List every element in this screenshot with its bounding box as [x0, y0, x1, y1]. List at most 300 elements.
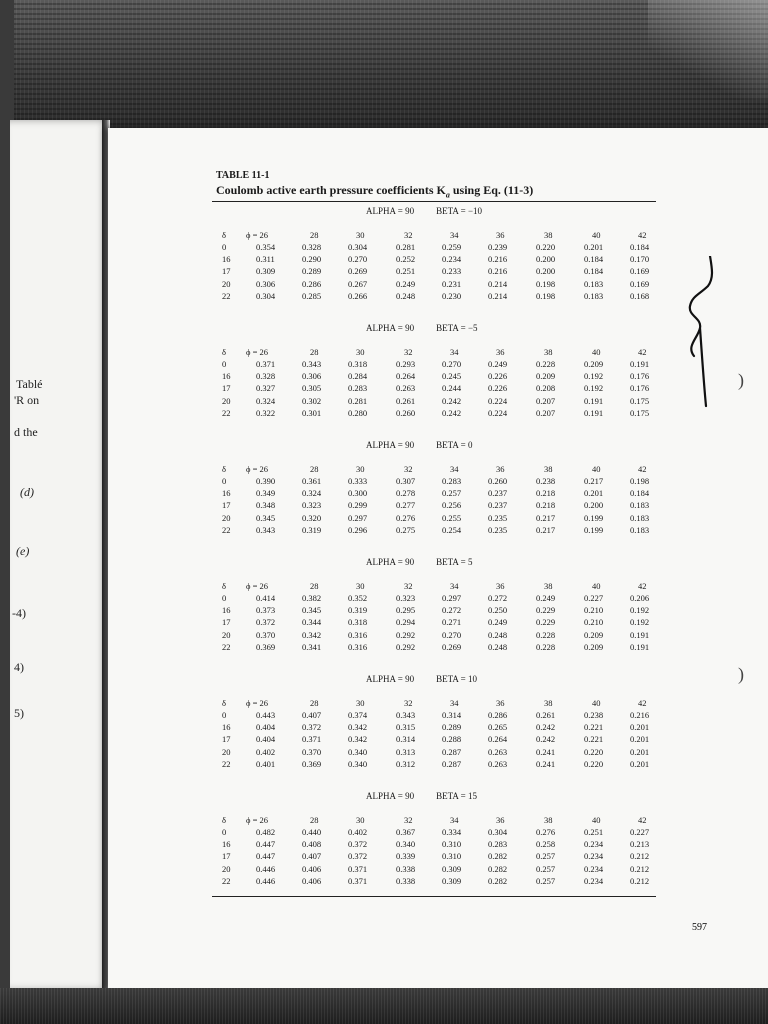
coefficient-cell: 0.343	[256, 524, 276, 535]
book-page	[108, 128, 768, 990]
table-number: TABLE 11-1	[216, 170, 270, 181]
delta-cell: 20	[222, 278, 231, 289]
coefficient-cell: 0.414	[256, 593, 276, 603]
delta-cell: 16	[222, 722, 231, 733]
phi-column-header: 42	[638, 581, 647, 591]
coefficient-cell: 0.234	[584, 851, 604, 862]
coefficient-cell: 0.227	[584, 593, 604, 603]
coefficient-cell: 0.184	[584, 266, 604, 277]
alpha-label: ALPHA = 90	[366, 323, 415, 333]
coefficient-cell: 0.266	[348, 290, 368, 301]
coefficient-cell: 0.319	[302, 524, 322, 535]
coefficient-cell: 0.263	[488, 758, 508, 769]
coefficient-cell: 0.226	[488, 371, 508, 382]
phi-column-label: ϕ = 26	[246, 698, 269, 708]
coefficient-cell: 0.371	[256, 359, 276, 369]
coefficient-cell: 0.316	[348, 641, 368, 652]
coefficient-cell: 0.339	[396, 851, 416, 862]
coefficient-cell: 0.209	[584, 641, 604, 652]
phi-column-label: ϕ = 26	[246, 464, 269, 474]
phi-column-header: 30	[356, 698, 365, 708]
coefficient-cell: 0.299	[348, 500, 368, 511]
coefficient-cell: 0.237	[488, 488, 508, 499]
coefficient-cell: 0.242	[442, 395, 462, 406]
coefficient-cell: 0.220	[584, 746, 604, 757]
coefficient-cell: 0.192	[584, 383, 604, 394]
phi-column-header: 32	[404, 581, 413, 591]
coefficient-cell: 0.482	[256, 827, 276, 837]
coefficient-cell: 0.251	[396, 266, 416, 277]
coefficient-cell: 0.201	[630, 722, 650, 733]
phi-column-header: 28	[310, 815, 319, 825]
coefficient-cell: 0.255	[442, 512, 462, 523]
coefficient-cell: 0.301	[302, 407, 322, 418]
coefficient-cell: 0.210	[584, 617, 604, 628]
coefficient-cell: 0.184	[584, 254, 604, 265]
column-header-row	[216, 347, 656, 359]
delta-cell: 22	[222, 758, 231, 769]
coefficient-cell: 0.309	[442, 875, 462, 886]
caption-main: Coulomb active earth pressure coefficients K	[216, 183, 446, 197]
coefficient-cell: 0.316	[348, 629, 368, 640]
left-page-fragment: Tablé	[16, 377, 43, 391]
phi-column-header: 38	[544, 230, 553, 240]
coefficient-cell: 0.290	[302, 254, 322, 265]
coefficient-cell: 0.342	[348, 734, 368, 745]
phi-column-header: 42	[638, 464, 647, 474]
phi-column-header: 38	[544, 698, 553, 708]
coefficient-cell: 0.271	[442, 617, 462, 628]
phi-column-header: 34	[450, 347, 459, 357]
coefficient-cell: 0.287	[442, 758, 462, 769]
coefficient-cell: 0.327	[256, 383, 276, 394]
coefficient-cell: 0.235	[488, 512, 508, 523]
coefficient-cell: 0.212	[630, 863, 650, 874]
coefficient-cell: 0.183	[584, 278, 604, 289]
coefficient-cell: 0.310	[442, 851, 462, 862]
coefficient-cell: 0.304	[256, 290, 276, 301]
table-row	[216, 513, 656, 525]
coefficient-cell: 0.305	[302, 383, 322, 394]
coefficient-cell: 0.304	[348, 242, 368, 252]
column-header-row	[216, 581, 656, 593]
coefficient-cell: 0.306	[302, 371, 322, 382]
table-row	[216, 759, 656, 771]
coefficient-cell: 0.334	[442, 827, 462, 837]
coefficient-cell: 0.231	[442, 278, 462, 289]
coefficient-cell: 0.343	[302, 359, 322, 369]
phi-column-header: 28	[310, 347, 319, 357]
coefficient-cell: 0.259	[442, 242, 462, 252]
coefficient-cell: 0.260	[396, 407, 416, 418]
coefficient-cell: 0.370	[302, 746, 322, 757]
table-row	[216, 254, 656, 266]
coefficient-cell: 0.234	[442, 254, 462, 265]
coefficient-cell: 0.311	[256, 254, 275, 265]
table-row	[216, 722, 656, 734]
table-row	[216, 371, 656, 383]
coefficient-cell: 0.191	[630, 629, 650, 640]
coefficient-cell: 0.217	[584, 476, 604, 486]
column-header-row	[216, 698, 656, 710]
coefficient-cell: 0.323	[302, 500, 322, 511]
coefficient-cell: 0.328	[302, 242, 322, 252]
coefficient-cell: 0.226	[488, 383, 508, 394]
coefficient-cell: 0.263	[396, 383, 416, 394]
delta-cell: 0	[222, 593, 227, 603]
coefficient-cell: 0.200	[584, 500, 604, 511]
phi-column-header: 38	[544, 464, 553, 474]
coefficient-cell: 0.371	[348, 875, 368, 886]
table-row	[216, 747, 656, 759]
coefficient-cell: 0.406	[302, 875, 322, 886]
coefficient-cell: 0.369	[256, 641, 276, 652]
coefficient-cell: 0.201	[630, 734, 650, 745]
coefficient-cell: 0.370	[256, 629, 276, 640]
coefficient-cell: 0.333	[348, 476, 368, 486]
table-bottom-rule	[212, 896, 656, 897]
section-header	[366, 557, 472, 567]
table-row	[216, 630, 656, 642]
coefficient-cell: 0.402	[348, 827, 368, 837]
phi-column-header: 40	[592, 815, 601, 825]
coefficient-cell: 0.212	[630, 875, 650, 886]
coefficient-cell: 0.341	[302, 641, 322, 652]
alpha-label: ALPHA = 90	[366, 791, 415, 801]
coefficient-cell: 0.175	[630, 407, 650, 418]
coefficient-cell: 0.230	[442, 290, 462, 301]
coefficient-cell: 0.234	[584, 839, 604, 850]
coefficient-cell: 0.345	[256, 512, 276, 523]
phi-column-header: 36	[496, 230, 505, 240]
coefficient-cell: 0.289	[442, 722, 462, 733]
coefficient-cell: 0.183	[630, 524, 650, 535]
phi-column-label: ϕ = 26	[246, 347, 269, 357]
margin-bracket: )	[738, 664, 744, 684]
coefficient-cell: 0.275	[396, 524, 416, 535]
phi-column-header: 28	[310, 464, 319, 474]
phi-column-header: 42	[638, 698, 647, 708]
coefficient-cell: 0.261	[396, 395, 416, 406]
section-header	[366, 791, 477, 801]
coefficient-cell: 0.348	[256, 500, 276, 511]
coefficient-cell: 0.315	[396, 722, 416, 733]
delta-cell: 0	[222, 827, 227, 837]
coefficient-cell: 0.257	[442, 488, 462, 499]
coefficient-cell: 0.297	[348, 512, 368, 523]
delta-cell: 16	[222, 371, 231, 382]
coefficient-cell: 0.249	[488, 359, 508, 369]
coefficient-cell: 0.345	[302, 605, 322, 616]
coefficient-cell: 0.192	[630, 605, 650, 616]
coefficient-cell: 0.289	[302, 266, 322, 277]
table-row	[216, 408, 656, 420]
table-row	[216, 642, 656, 654]
coefficient-cell: 0.249	[396, 278, 416, 289]
table-row	[216, 864, 656, 876]
coefficient-cell: 0.446	[256, 875, 276, 886]
coefficient-cell: 0.224	[488, 407, 508, 418]
table-row	[216, 476, 656, 488]
coefficient-cell: 0.342	[348, 722, 368, 733]
coefficient-cell: 0.293	[396, 359, 416, 369]
coefficient-cell: 0.318	[348, 359, 368, 369]
coefficient-cell: 0.220	[584, 758, 604, 769]
left-page-fragment: -4)	[12, 606, 26, 620]
coefficient-cell: 0.402	[256, 746, 276, 757]
coefficient-cell: 0.283	[348, 383, 368, 394]
coefficient-cell: 0.209	[584, 629, 604, 640]
coefficient-cell: 0.256	[442, 500, 462, 511]
coefficient-cell: 0.314	[442, 710, 462, 720]
table-row	[216, 617, 656, 629]
coefficient-cell: 0.248	[396, 290, 416, 301]
coefficient-cell: 0.184	[630, 488, 650, 499]
phi-column-header: 32	[404, 815, 413, 825]
table-row	[216, 734, 656, 746]
coefficient-cell: 0.258	[536, 839, 556, 850]
delta-cell: 0	[222, 710, 227, 720]
coefficient-cell: 0.288	[442, 734, 462, 745]
table-row	[216, 876, 656, 888]
coefficient-cell: 0.280	[348, 407, 368, 418]
coefficient-cell: 0.313	[396, 746, 416, 757]
coefficient-cell: 0.228	[536, 629, 556, 640]
coefficient-cell: 0.257	[536, 851, 556, 862]
delta-cell: 17	[222, 617, 231, 628]
alpha-label: ALPHA = 90	[366, 674, 415, 684]
coefficient-cell: 0.286	[302, 278, 322, 289]
coefficient-cell: 0.349	[256, 488, 276, 499]
alpha-label: ALPHA = 90	[366, 206, 415, 216]
phi-column-label: ϕ = 26	[246, 230, 269, 240]
alpha-label: ALPHA = 90	[366, 440, 415, 450]
phi-column-header: 34	[450, 230, 459, 240]
coefficient-cell: 0.309	[256, 266, 276, 277]
coefficient-cell: 0.338	[396, 863, 416, 874]
table-row	[216, 266, 656, 278]
delta-cell: 0	[222, 242, 227, 252]
coefficient-cell: 0.251	[584, 827, 604, 837]
table-row	[216, 827, 656, 839]
coefficient-cell: 0.296	[348, 524, 368, 535]
table-row	[216, 396, 656, 408]
coefficient-cell: 0.278	[396, 488, 416, 499]
coefficient-cell: 0.238	[536, 476, 556, 486]
coefficient-cell: 0.292	[396, 641, 416, 652]
coefficient-cell: 0.169	[630, 278, 650, 289]
coefficient-cell: 0.206	[630, 593, 650, 603]
beta-label: BETA = 10	[436, 674, 477, 684]
beta-label: BETA = 0	[436, 440, 473, 450]
phi-column-header: 38	[544, 347, 553, 357]
phi-column-header: 32	[404, 347, 413, 357]
coefficient-cell: 0.175	[630, 395, 650, 406]
delta-cell: 20	[222, 746, 231, 757]
phi-column-header: 36	[496, 698, 505, 708]
delta-column-label: δ	[222, 698, 227, 708]
phi-column-label: ϕ = 26	[246, 581, 269, 591]
coefficient-cell: 0.371	[302, 734, 322, 745]
coefficient-cell: 0.264	[488, 734, 508, 745]
coefficient-cell: 0.297	[442, 593, 462, 603]
coefficient-cell: 0.282	[488, 863, 508, 874]
column-header-row	[216, 815, 656, 827]
delta-cell: 17	[222, 266, 231, 277]
margin-bracket: )	[738, 370, 744, 390]
beta-label: BETA = −5	[436, 323, 478, 333]
delta-cell: 0	[222, 476, 227, 486]
coefficient-cell: 0.283	[488, 839, 508, 850]
coefficient-cell: 0.183	[630, 500, 650, 511]
alpha-label: ALPHA = 90	[366, 557, 415, 567]
scanner-bottom-edge	[0, 988, 768, 1024]
coefficient-cell: 0.227	[630, 827, 650, 837]
delta-cell: 0	[222, 359, 227, 369]
coefficient-cell: 0.340	[348, 746, 368, 757]
coefficient-cell: 0.281	[396, 242, 416, 252]
coefficient-cell: 0.212	[630, 851, 650, 862]
delta-cell: 16	[222, 839, 231, 850]
delta-cell: 16	[222, 605, 231, 616]
coefficient-cell: 0.200	[536, 254, 556, 265]
coefficient-cell: 0.408	[302, 839, 322, 850]
coefficient-cell: 0.229	[536, 617, 556, 628]
coefficient-cell: 0.233	[442, 266, 462, 277]
phi-column-header: 38	[544, 581, 553, 591]
table-row	[216, 525, 656, 537]
coefficient-cell: 0.228	[536, 359, 556, 369]
coefficient-cell: 0.324	[256, 395, 276, 406]
phi-column-header: 40	[592, 698, 601, 708]
phi-column-header: 42	[638, 230, 647, 240]
coefficient-cell: 0.217	[536, 524, 556, 535]
phi-column-header: 28	[310, 230, 319, 240]
coefficient-cell: 0.404	[256, 734, 276, 745]
coefficient-cell: 0.224	[488, 395, 508, 406]
table-row	[216, 500, 656, 512]
phi-column-header: 30	[356, 815, 365, 825]
coefficient-cell: 0.176	[630, 383, 650, 394]
left-page-fragment: 4)	[14, 660, 24, 674]
table-top-rule	[212, 201, 656, 202]
coefficient-cell: 0.340	[348, 758, 368, 769]
coefficient-cell: 0.272	[488, 593, 508, 603]
phi-column-header: 36	[496, 464, 505, 474]
coefficient-cell: 0.269	[348, 266, 368, 277]
coefficient-cell: 0.314	[396, 734, 416, 745]
phi-column-header: 32	[404, 464, 413, 474]
coefficient-cell: 0.198	[630, 476, 650, 486]
coefficient-cell: 0.209	[536, 371, 556, 382]
phi-column-header: 30	[356, 464, 365, 474]
phi-column-header: 30	[356, 347, 365, 357]
coefficient-cell: 0.214	[488, 290, 508, 301]
coefficient-cell: 0.338	[396, 875, 416, 886]
delta-cell: 17	[222, 383, 231, 394]
coefficient-cell: 0.213	[630, 839, 650, 850]
left-page-fragment: (d)	[20, 485, 34, 499]
coefficient-cell: 0.323	[396, 593, 416, 603]
coefficient-cell: 0.218	[536, 500, 556, 511]
coefficient-cell: 0.447	[256, 851, 276, 862]
phi-column-header: 40	[592, 347, 601, 357]
phi-column-header: 34	[450, 698, 459, 708]
coefficient-cell: 0.209	[584, 359, 604, 369]
coefficient-cell: 0.207	[536, 395, 556, 406]
delta-cell: 16	[222, 488, 231, 499]
delta-cell: 22	[222, 290, 231, 301]
delta-cell: 17	[222, 851, 231, 862]
coefficient-cell: 0.241	[536, 746, 556, 757]
coefficient-cell: 0.304	[488, 827, 508, 837]
left-page-fragment: 5)	[14, 706, 24, 720]
coefficient-cell: 0.239	[488, 242, 508, 252]
coefficient-cell: 0.404	[256, 722, 276, 733]
delta-cell: 22	[222, 641, 231, 652]
ink-pen-mark	[688, 256, 728, 436]
coefficient-cell: 0.343	[396, 710, 416, 720]
coefficient-cell: 0.295	[396, 605, 416, 616]
coefficient-cell: 0.373	[256, 605, 276, 616]
coefficient-cell: 0.201	[584, 242, 604, 252]
coefficient-cell: 0.176	[630, 371, 650, 382]
delta-cell: 17	[222, 734, 231, 745]
coefficient-cell: 0.367	[396, 827, 416, 837]
coefficient-cell: 0.249	[536, 593, 556, 603]
table-caption	[216, 183, 533, 199]
delta-cell: 22	[222, 407, 231, 418]
coefficient-cell: 0.267	[348, 278, 368, 289]
coefficient-cell: 0.372	[302, 722, 322, 733]
coefficient-cell: 0.191	[584, 395, 604, 406]
coefficient-cell: 0.361	[302, 476, 322, 486]
caption-tail: using Eq. (11-3)	[449, 183, 534, 197]
section-header	[366, 674, 477, 684]
coefficient-cell: 0.302	[302, 395, 322, 406]
section-header	[366, 440, 472, 450]
coefficient-cell: 0.390	[256, 476, 276, 486]
delta-column-label: δ	[222, 581, 227, 591]
coefficient-cell: 0.286	[488, 710, 508, 720]
phi-column-header: 30	[356, 230, 365, 240]
left-page-fragment: 'R on	[14, 393, 40, 407]
coefficient-cell: 0.292	[396, 629, 416, 640]
coefficient-cell: 0.352	[348, 593, 368, 603]
coefficient-cell: 0.216	[630, 710, 650, 720]
delta-column-label: δ	[222, 464, 227, 474]
coefficient-cell: 0.252	[396, 254, 416, 265]
delta-cell: 20	[222, 395, 231, 406]
coefficient-cell: 0.245	[442, 371, 462, 382]
coefficient-cell: 0.257	[536, 863, 556, 874]
coefficient-cell: 0.270	[442, 359, 462, 369]
coefficient-cell: 0.238	[584, 710, 604, 720]
coefficient-cell: 0.234	[584, 863, 604, 874]
coefficient-cell: 0.447	[256, 839, 276, 850]
coefficient-cell: 0.237	[488, 500, 508, 511]
coefficient-cell: 0.198	[536, 278, 556, 289]
table-row	[216, 291, 656, 303]
coefficient-cell: 0.284	[348, 371, 368, 382]
coefficient-cell: 0.372	[348, 851, 368, 862]
coefficient-cell: 0.322	[256, 407, 276, 418]
column-header-row	[216, 464, 656, 476]
coefficient-cell: 0.192	[584, 371, 604, 382]
coefficient-cell: 0.285	[302, 290, 322, 301]
coefficient-cell: 0.214	[488, 278, 508, 289]
coefficient-cell: 0.294	[396, 617, 416, 628]
